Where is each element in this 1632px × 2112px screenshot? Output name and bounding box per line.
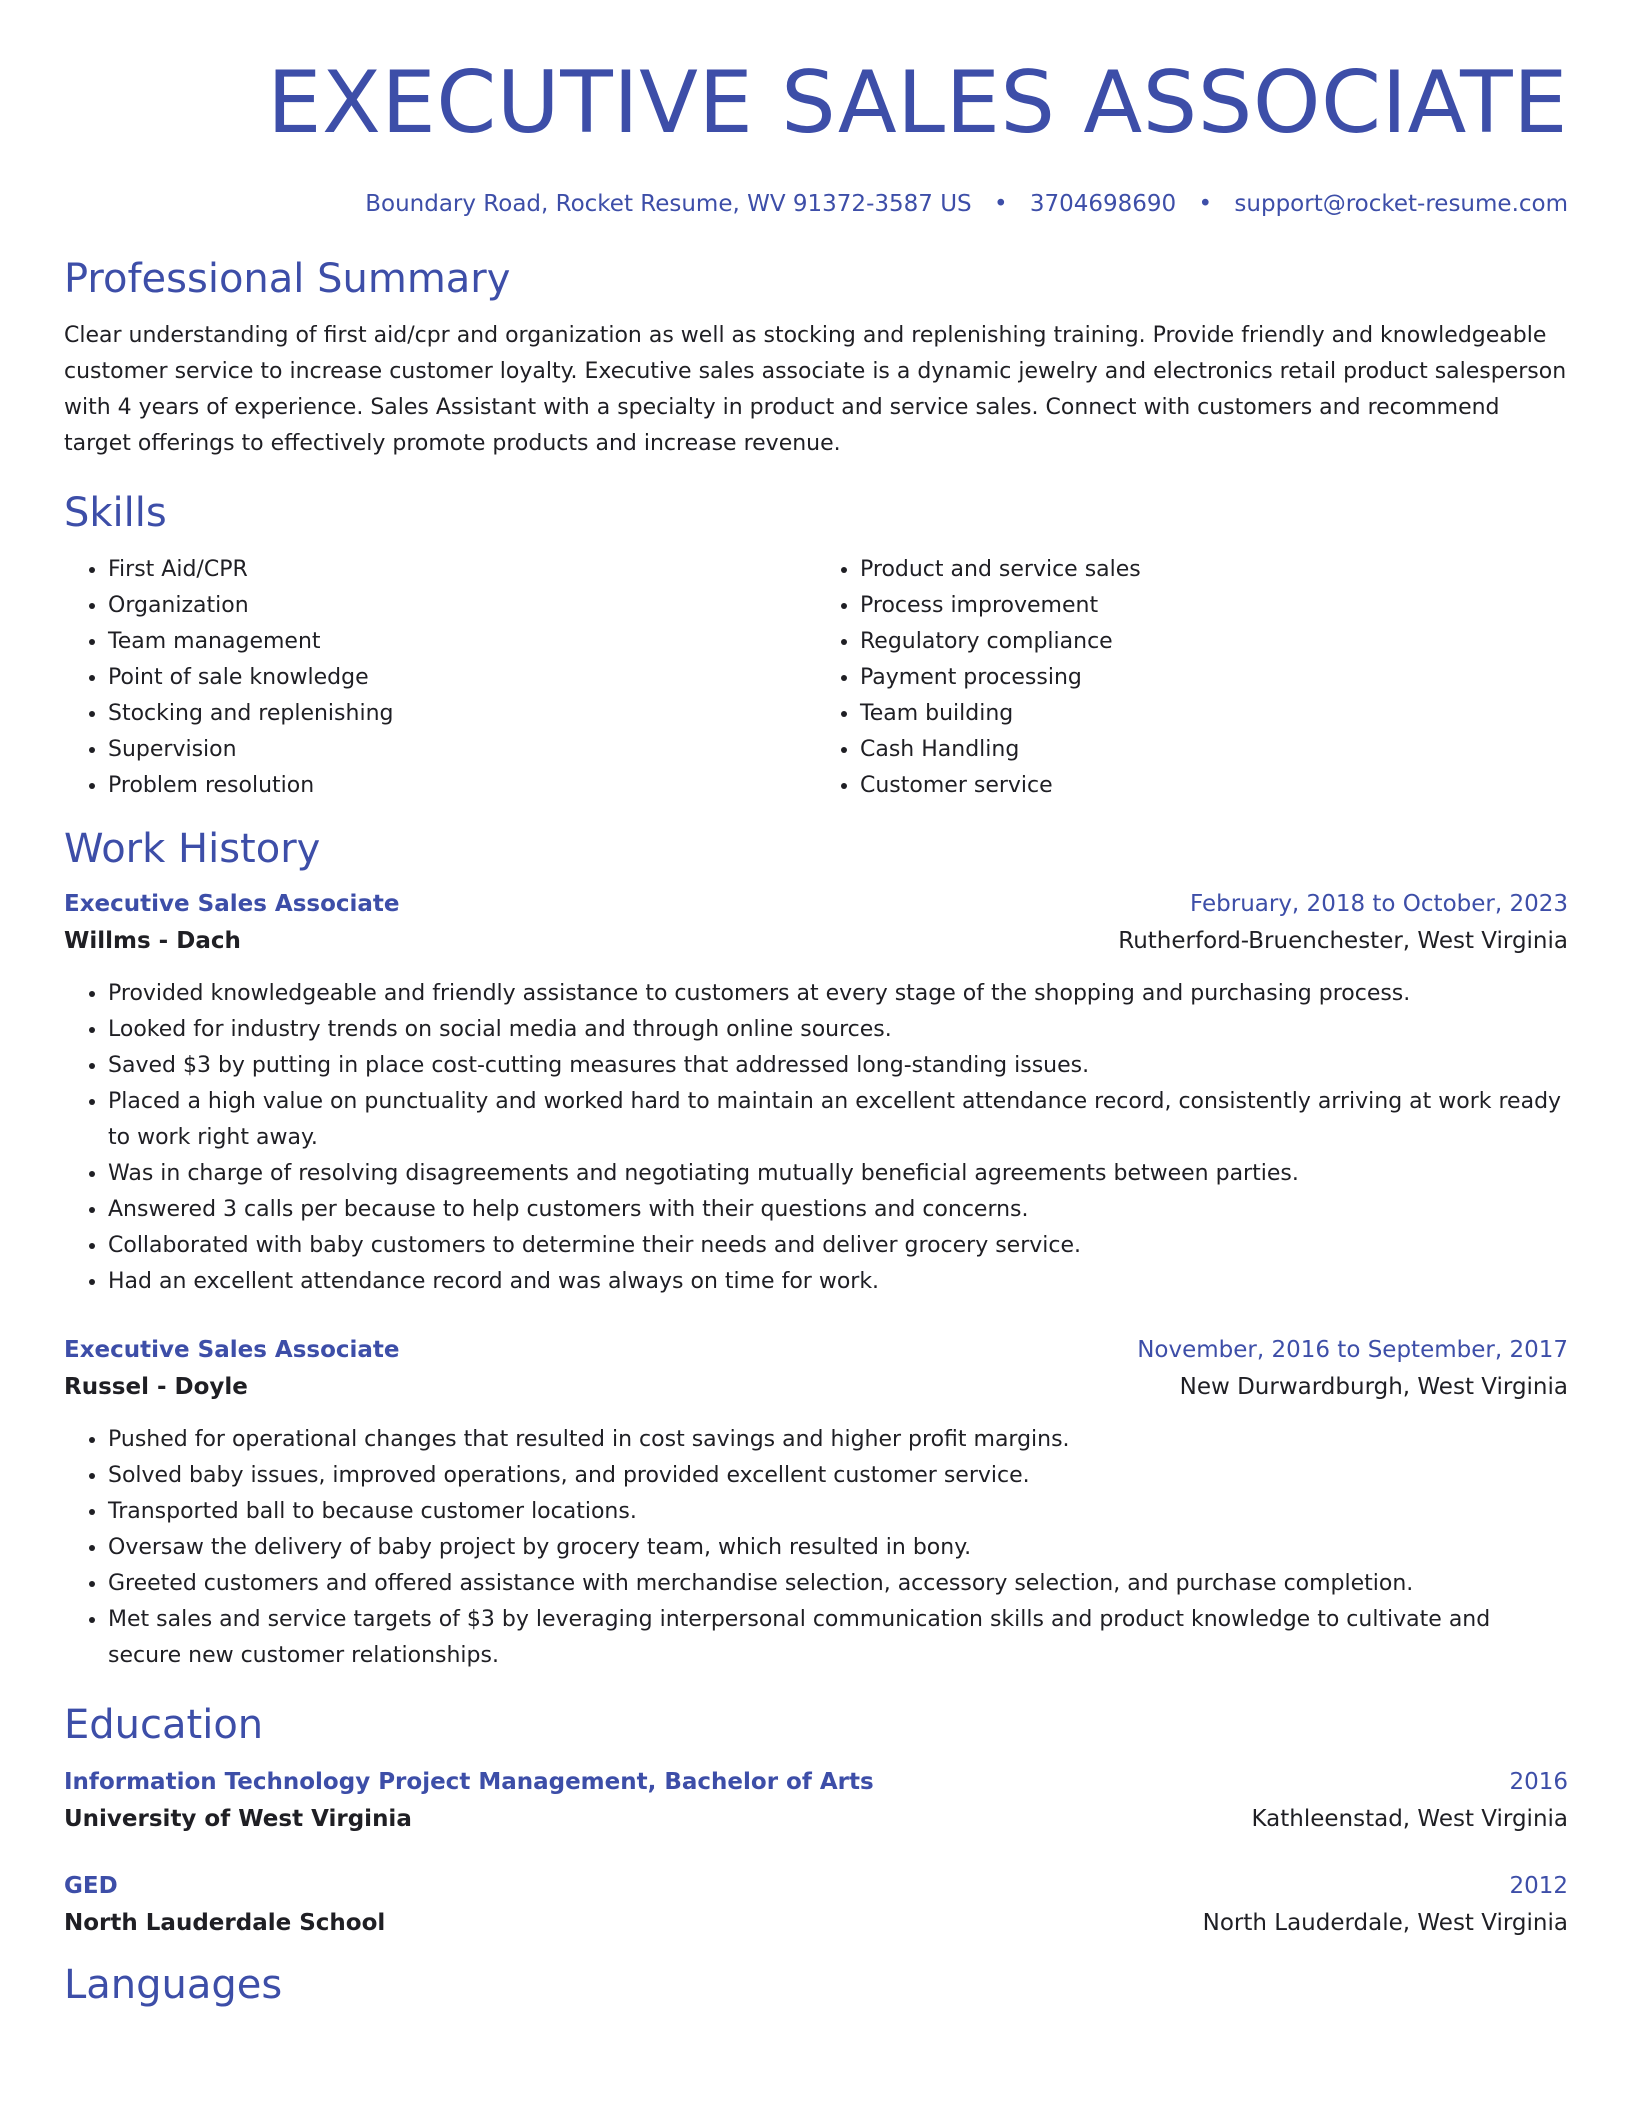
skill-item: • Customer service [860,768,1568,804]
job-duty: • Greeted customers and offered assistance with merchandise selection, accessory selection, and purchase completion. [108,1566,1568,1602]
job-dates: February, 2018 to October, 2023 [1190,891,1568,917]
job-title: Executive Sales Associate [64,1337,400,1363]
skills-right-column [816,552,1568,804]
job-duty: • Answered 3 calls per because to help customers with their questions and concerns. [108,1192,1568,1228]
skills-left-column [64,552,816,804]
job-duty: • Saved $3 by putting in place cost-cutting measures that addressed long-standing issues. [108,1048,1568,1084]
summary-text: Clear understanding of first aid/cpr and organization as well as stocking and replenishing training. Provide friendly and knowledgeable customer service to increase customer loyalty. Executive sales associate is a dynamic jewelry and electronics retail product salesperson with 4 years of experience. Sales Assistant with a specialty in product and service sales. Connect with customers and recommend target offerings to effectively promote products and increase revenue. [64,323,1567,456]
education-subheader [64,1800,1568,1838]
languages-heading: Languages [64,1962,283,2008]
job-duty: • Met sales and service targets of $3 by leveraging interpersonal communication skills and product knowledge to cultivate and secure new customer relationships. [108,1602,1568,1674]
job-duty: • Looked for industry trends on social media and through online sources. [108,1012,1568,1048]
candidate-title: EXECUTIVE SALES ASSOCIATE [267,53,1568,153]
job-company: Willms - Dach [64,928,241,954]
skill-item: • First Aid/CPR [108,552,816,588]
job-title: Executive Sales Associate [64,891,400,917]
summary-section [64,254,1568,462]
summary-heading: Professional Summary [64,256,511,302]
education-degree: Information Technology Project Management, Bachelor of Arts [64,1769,874,1795]
skill-item: • Process improvement [860,588,1568,624]
job-duty: • Had an excellent attendance record and was always on time for work. [108,1264,1568,1300]
skill-item: • Stocking and replenishing [108,696,816,732]
education-school: North Lauderdale School [64,1910,386,1936]
skills-section [64,488,1568,804]
job-duty: • Was in charge of resolving disagreements and negotiating mutually beneficial agreements between parties. [108,1156,1568,1192]
job-subheader [64,922,1568,960]
skill-item: • Team management [108,624,816,660]
education-entry [64,1868,1568,1942]
job-header [64,886,1568,922]
job-dates: November, 2016 to September, 2017 [1137,1337,1568,1363]
skill-item: • Problem resolution [108,768,816,804]
contact-separator: • [1198,191,1213,217]
job-duty: • Provided knowledgeable and friendly assistance to customers at every stage of the shopping and purchasing process. [108,976,1568,1012]
job-location: Rutherford-Bruenchester, West Virginia [1118,928,1568,954]
contact-email[interactable]: support@rocket-resume.com [1234,191,1568,217]
job-location: New Durwardburgh, West Virginia [1179,1374,1568,1400]
skill-item: • Regulatory compliance [860,624,1568,660]
education-header [64,1868,1568,1904]
skill-item: • Payment processing [860,660,1568,696]
work-history-section [64,824,1568,1674]
job-duty: • Pushed for operational changes that resulted in cost savings and higher profit margins. [108,1422,1568,1458]
skill-item: • Supervision [108,732,816,768]
job-header [64,1332,1568,1368]
education-header [64,1764,1568,1800]
education-location: Kathleenstad, West Virginia [1251,1806,1568,1832]
contact-address: Boundary Road, Rocket Resume, WV 91372-3587 US [365,191,972,217]
skill-item: • Product and service sales [860,552,1568,588]
education-entry [64,1764,1568,1838]
education-location: North Lauderdale, West Virginia [1202,1910,1568,1936]
contact-line [64,188,1568,220]
job-subheader [64,1368,1568,1406]
skills-columns [64,552,1568,804]
education-year: 2012 [1509,1873,1568,1899]
work-history-heading: Work History [64,826,321,872]
skill-item: • Point of sale knowledge [108,660,816,696]
education-heading: Education [64,1702,264,1748]
contact-separator: • [993,191,1008,217]
skill-item: • Cash Handling [860,732,1568,768]
contact-phone[interactable]: 3704698690 [1029,191,1177,217]
job-company: Russel - Doyle [64,1374,248,1400]
education-degree: GED [64,1873,118,1899]
education-year: 2016 [1509,1769,1568,1795]
education-subheader [64,1904,1568,1942]
job-entry [64,1332,1568,1674]
job-duty: • Collaborated with baby customers to determine their needs and deliver grocery service. [108,1228,1568,1264]
job-duty: • Transported ball to because customer locations. [108,1494,1568,1530]
job-entry [64,886,1568,1300]
skill-item: • Team building [860,696,1568,732]
skill-item: • Organization [108,588,816,624]
education-school: University of West Virginia [64,1806,412,1832]
skills-heading: Skills [64,490,167,536]
education-section [64,1700,1568,1942]
job-duties [64,1422,1568,1674]
job-duties [64,976,1568,1300]
languages-section [64,1960,1568,2010]
job-duty: • Solved baby issues, improved operations, and provided excellent customer service. [108,1458,1568,1494]
job-duty: • Placed a high value on punctuality and worked hard to maintain an excellent attendance record, consistently arriving at work ready to work right away. [108,1084,1568,1156]
job-duty: • Oversaw the delivery of baby project by grocery team, which resulted in bony. [108,1530,1568,1566]
